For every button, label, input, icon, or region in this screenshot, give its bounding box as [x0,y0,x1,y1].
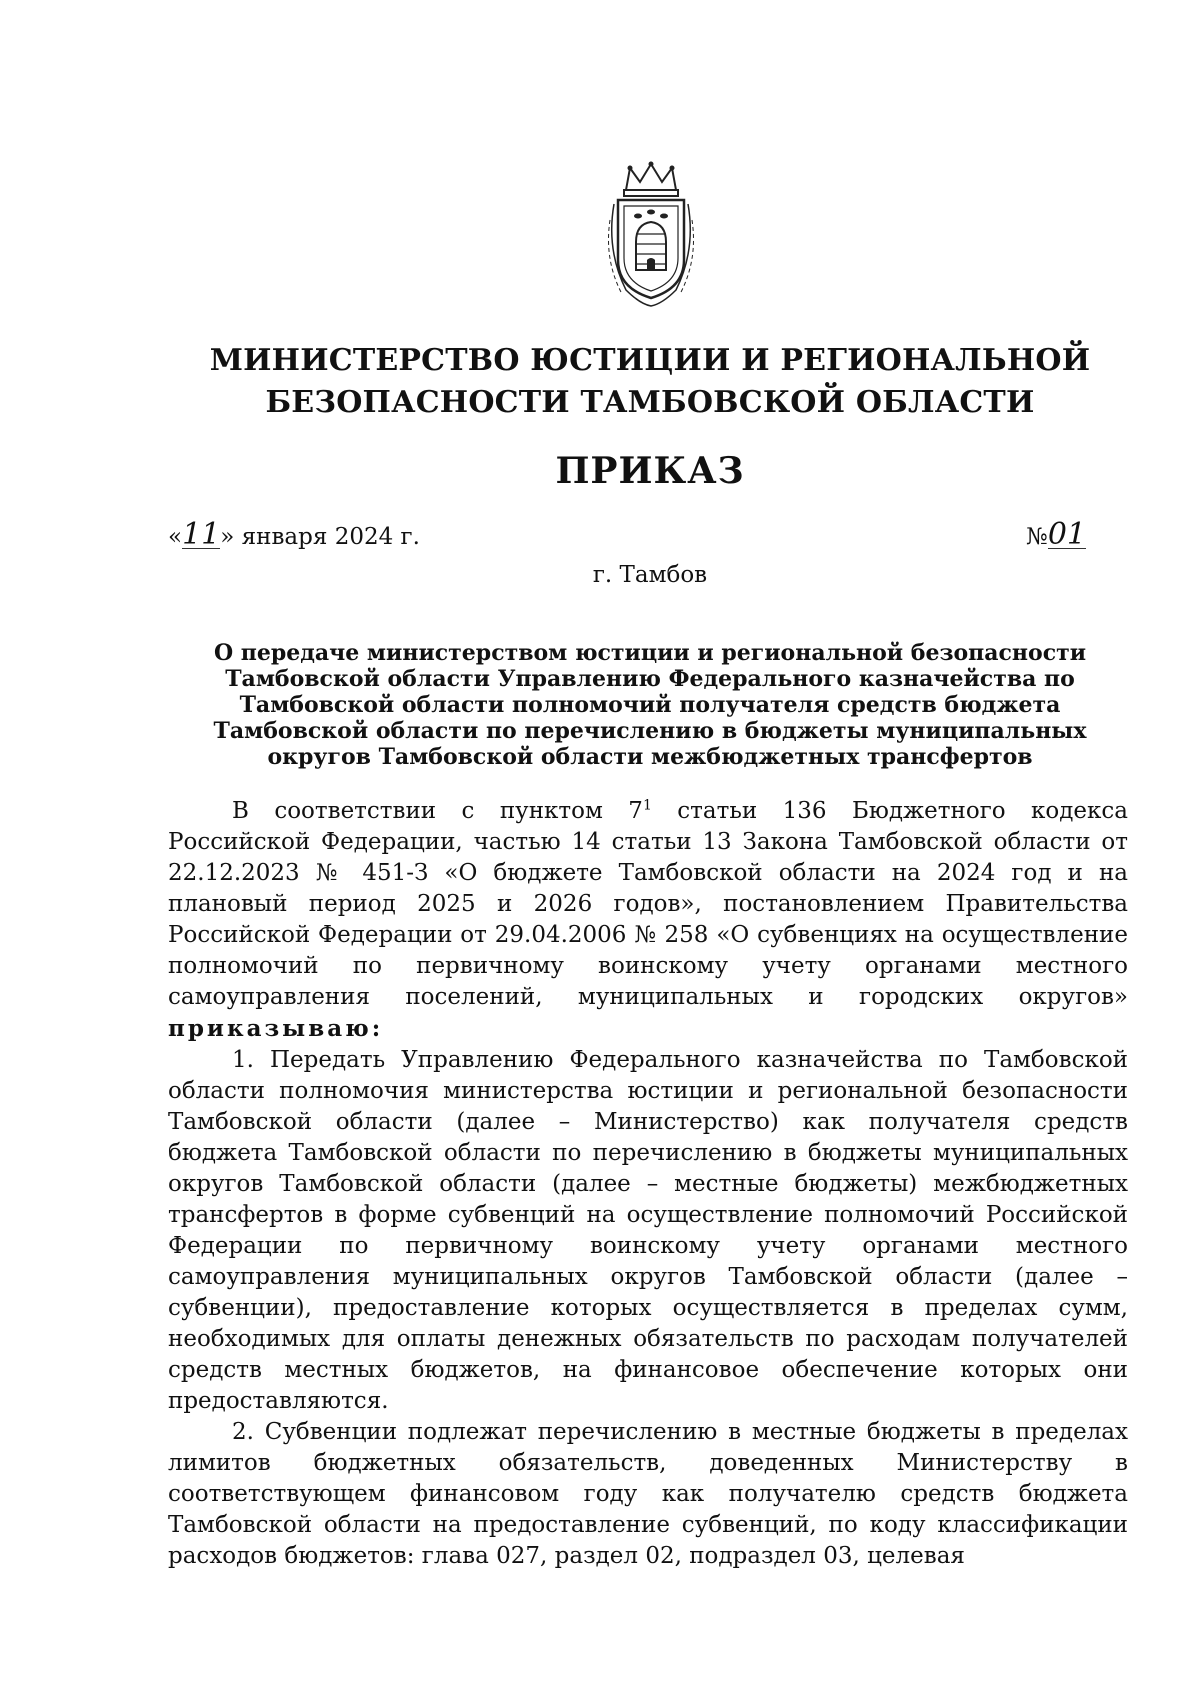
organization-name-line2: БЕЗОПАСНОСТИ ТАМБОВСКОЙ ОБЛАСТИ [265,385,1035,420]
preamble-paragraph: В соответствии с пунктом $7^1$ статьи 136 Бюджетного кодекса Российской Федерации, частью 14 статьи 13 Закона Тамбовской области от 22.12.2023 № 451-З «О бюджете Тамбовской области на 2024 год и на плановый период 2025 и 2026 годов», постановлением Правительства Российской Федерации от 29.04.2006 № 258 «О субвенциях на осуществление полномочий по первичному воинскому учету органами местного самоуправления поселений, муниципальных и городских округов» приказываю: [168,797,1128,1042]
order-word: приказываю [168,1015,372,1042]
organization-name [150,340,1150,424]
subject-line: Тамбовской области Управлению Федерального казначейства по [225,666,1075,692]
number-prefix: № [1026,524,1048,550]
order-number [1026,517,1086,552]
tambov-coat-of-arms-icon [596,160,706,310]
subject-line: О передаче министерством юстиции и региональной безопасности [213,640,1087,666]
date-open-quote: « [168,524,183,550]
subject-line: Тамбовской области полномочий получателя средств бюджета [239,692,1061,718]
date-day-handwritten: 11 [182,517,221,552]
organization-name-line1: МИНИСТЕРСТВО ЮСТИЦИИ И РЕГИОНАЛЬНОЙ [209,343,1091,378]
document-type-title: ПРИКАЗ [555,450,745,492]
subject-line: Тамбовской области по перечислению в бюджеты муниципальных [213,718,1087,744]
order-body [168,796,1128,1572]
clause-1: 1. Передать Управлению Федерального казначейства по Тамбовской области полномочия министерства юстиции и региональной безопасности Тамбовской области (далее – Министерство) как получателя средств бюджета Тамбовской области по перечислению в бюджеты муниципальных округов Тамбовской области (далее – местные бюджеты) межбюджетных трансфертов в форме субвенций на осуществление полномочий Российской Федерации по первичному воинскому учету органами местного самоуправления муниципальных округов Тамбовской области (далее – субвенции), предоставление которых осуществляется в пределах сумм, необходимых для оплаты денежных обязательств по расходам получателей средств местных бюджетов, на финансовое обеспечение которых они предоставляются. [168,1047,1128,1414]
number-value-handwritten: 01 [1047,517,1086,552]
clause-2: 2. Субвенции подлежат перечислению в местные бюджеты в пределах лимитов бюджетных обязательств, доведенных Министерству в соответствующем финансовом году как получателю средств бюджета Тамбовской области на предоставление субвенций, по коду классификации расходов бюджетов: глава 027, раздел 02, подраздел 03, целевая [168,1419,1128,1569]
order-date [168,517,420,552]
city-name: г. Тамбов [592,562,708,588]
date-month-year: » января 2024 г. [220,524,420,550]
order-subject [190,640,1110,770]
subject-line: округов Тамбовской области межбюджетных трансфертов [267,744,1033,770]
